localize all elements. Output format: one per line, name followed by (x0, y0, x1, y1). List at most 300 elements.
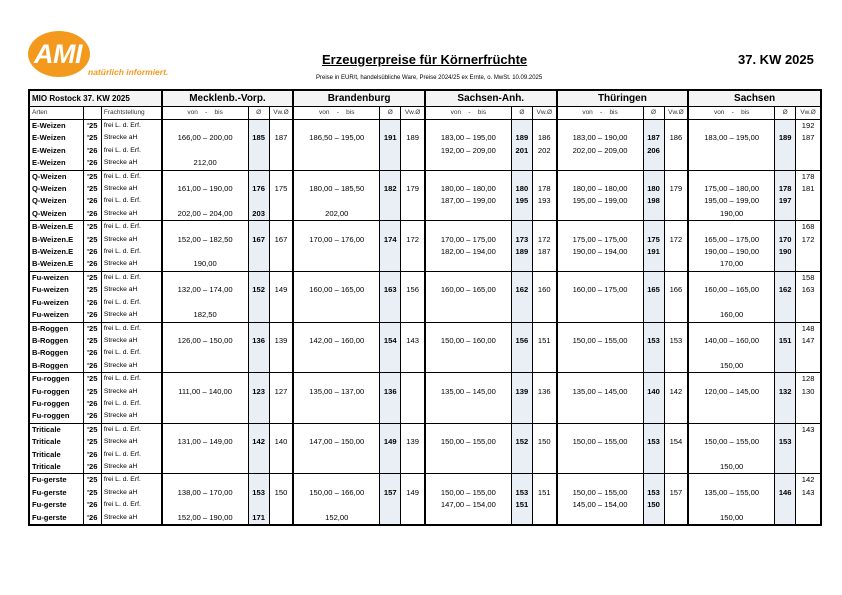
avg-cell (643, 423, 664, 436)
range-cell: 183,00 – 195,00 (688, 132, 774, 144)
range-cell: 175,00 – 175,00 (557, 234, 643, 246)
year-cell: '26 (83, 449, 101, 461)
range-cell: 150,00 (688, 360, 774, 373)
range-cell (425, 120, 511, 133)
range-cell (293, 398, 379, 410)
prev-avg-cell: 139 (269, 335, 293, 347)
range-cell: 150,00 – 155,00 (688, 436, 774, 448)
year-cell: '26 (83, 347, 101, 359)
table-row (29, 322, 821, 335)
year-cell: '26 (83, 258, 101, 271)
avg-cell (248, 271, 269, 284)
range-cell: 190,00 (688, 208, 774, 221)
range-cell (162, 271, 248, 284)
range-cell (425, 410, 511, 423)
range-cell: 135,00 – 145,00 (557, 386, 643, 398)
prev-avg-cell (401, 309, 425, 322)
prev-avg-cell (401, 208, 425, 221)
price-table (28, 89, 822, 526)
subtitle: Preise in EUR/t, handelsübliche Ware, Preise 2024/25 ex Ernte, o. MwSt. 10.09.2025 (316, 75, 543, 81)
prev-avg-cell (796, 449, 821, 461)
art-cell: B-Weizen.E (29, 258, 83, 271)
range-cell: 180,00 – 180,00 (425, 183, 511, 195)
range-cell (162, 410, 248, 423)
range-cell: 202,00 – 209,00 (557, 145, 643, 157)
avg-cell (511, 258, 532, 271)
avg-cell (643, 170, 664, 183)
avg-cell (643, 258, 664, 271)
prev-avg-cell (269, 221, 293, 234)
prev-avg-cell (664, 258, 688, 271)
prev-avg-cell (532, 309, 556, 322)
range-cell (162, 170, 248, 183)
avg-cell (380, 373, 401, 386)
avg-cell: 157 (380, 487, 401, 499)
range-cell: 135,00 – 155,00 (688, 487, 774, 499)
range-cell (557, 297, 643, 309)
logo-slogan: natürlich informiert. (88, 67, 169, 77)
table-row (29, 297, 821, 309)
prev-avg-cell: 181 (796, 183, 821, 195)
prev-avg-cell (532, 297, 556, 309)
col-prev: Vw.Ø (532, 107, 556, 120)
range-cell: 175,00 – 180,00 (688, 183, 774, 195)
fracht-cell: Strecke aH (101, 258, 161, 271)
avg-cell: 153 (643, 487, 664, 499)
table-row (29, 436, 821, 448)
range-cell (425, 208, 511, 221)
year-cell: '26 (83, 208, 101, 221)
prev-avg-cell (532, 410, 556, 423)
fracht-cell: Strecke aH (101, 410, 161, 423)
prev-avg-cell (532, 398, 556, 410)
prev-avg-cell: 163 (796, 284, 821, 296)
prev-avg-cell: 142 (796, 474, 821, 487)
table-row (29, 423, 821, 436)
range-cell (293, 221, 379, 234)
art-cell: Triticale (29, 461, 83, 474)
prev-avg-cell (269, 145, 293, 157)
range-cell: 161,00 – 190,00 (162, 183, 248, 195)
avg-cell (511, 398, 532, 410)
range-cell (557, 271, 643, 284)
art-cell: Triticale (29, 436, 83, 448)
prev-avg-cell (401, 347, 425, 359)
avg-cell (511, 322, 532, 335)
avg-cell (248, 170, 269, 183)
range-cell: 192,00 – 209,00 (425, 145, 511, 157)
prev-avg-cell (269, 410, 293, 423)
range-cell (162, 360, 248, 373)
year-cell: '25 (83, 132, 101, 144)
prev-avg-cell (796, 410, 821, 423)
prev-avg-cell (664, 157, 688, 170)
prev-avg-cell (532, 373, 556, 386)
art-cell: B-Weizen.E (29, 221, 83, 234)
prev-avg-cell (532, 512, 556, 525)
prev-avg-cell: 154 (664, 436, 688, 448)
region-header: Thüringen (557, 90, 689, 107)
avg-cell (511, 170, 532, 183)
fracht-cell: frei L. d. Erf. (101, 297, 161, 309)
range-cell (293, 145, 379, 157)
year-cell: '26 (83, 195, 101, 207)
prev-avg-cell (796, 347, 821, 359)
avg-cell: 182 (380, 183, 401, 195)
range-cell (557, 258, 643, 271)
table-row (29, 234, 821, 246)
art-cell: Fu-weizen (29, 271, 83, 284)
avg-cell (248, 309, 269, 322)
prev-avg-cell: 127 (269, 386, 293, 398)
fracht-cell: frei L. d. Erf. (101, 195, 161, 207)
prev-avg-cell: 149 (401, 487, 425, 499)
range-cell: 160,00 – 175,00 (557, 284, 643, 296)
range-cell (293, 195, 379, 207)
prev-avg-cell: 189 (401, 132, 425, 144)
avg-cell: 187 (643, 132, 664, 144)
avg-cell: 149 (380, 436, 401, 448)
prev-avg-cell: 143 (796, 487, 821, 499)
prev-avg-cell (269, 360, 293, 373)
prev-avg-cell (796, 208, 821, 221)
prev-avg-cell (532, 449, 556, 461)
avg-cell (775, 499, 796, 511)
avg-cell: 191 (380, 132, 401, 144)
avg-cell: 191 (643, 246, 664, 258)
prev-avg-cell (796, 499, 821, 511)
prev-avg-cell (532, 271, 556, 284)
range-cell: 190,00 – 190,00 (688, 246, 774, 258)
avg-cell: 153 (643, 335, 664, 347)
prev-avg-cell: 142 (664, 386, 688, 398)
avg-cell (248, 246, 269, 258)
range-cell (557, 512, 643, 525)
avg-cell: 198 (643, 195, 664, 207)
prev-avg-cell (796, 436, 821, 448)
prev-avg-cell: 175 (269, 183, 293, 195)
col-avg: Ø (511, 107, 532, 120)
avg-cell (380, 157, 401, 170)
range-cell (425, 423, 511, 436)
prev-avg-cell: 150 (269, 487, 293, 499)
year-cell: '25 (83, 183, 101, 195)
range-cell (557, 347, 643, 359)
avg-cell (380, 145, 401, 157)
avg-cell (248, 221, 269, 234)
avg-cell (775, 360, 796, 373)
prev-avg-cell (269, 309, 293, 322)
avg-cell: 170 (775, 234, 796, 246)
prev-avg-cell: 187 (532, 246, 556, 258)
avg-cell (511, 360, 532, 373)
col-prev: Vw.Ø (796, 107, 821, 120)
art-cell: E-Weizen (29, 157, 83, 170)
art-cell: E-Weizen (29, 132, 83, 144)
range-cell (162, 297, 248, 309)
range-cell (425, 258, 511, 271)
avg-cell: 175 (643, 234, 664, 246)
range-cell: 182,00 – 194,00 (425, 246, 511, 258)
avg-cell (775, 512, 796, 525)
avg-cell: 174 (380, 234, 401, 246)
table-row (29, 132, 821, 144)
table-row (29, 208, 821, 221)
avg-cell (775, 322, 796, 335)
avg-cell (775, 297, 796, 309)
avg-cell: 132 (775, 386, 796, 398)
prev-avg-cell: 178 (796, 170, 821, 183)
prev-avg-cell (401, 512, 425, 525)
range-cell (557, 208, 643, 221)
range-cell (425, 157, 511, 170)
table-row (29, 335, 821, 347)
prev-avg-cell: 136 (532, 386, 556, 398)
prev-avg-cell (401, 360, 425, 373)
range-cell (688, 322, 774, 335)
range-cell (293, 271, 379, 284)
avg-cell (643, 322, 664, 335)
table-row (29, 373, 821, 386)
prev-avg-cell (664, 499, 688, 511)
avg-cell (248, 157, 269, 170)
prev-avg-cell (532, 157, 556, 170)
prev-avg-cell: 143 (796, 423, 821, 436)
prev-avg-cell (664, 449, 688, 461)
range-cell (557, 410, 643, 423)
prev-avg-cell (532, 423, 556, 436)
avg-cell: 203 (248, 208, 269, 221)
range-cell: 150,00 – 155,00 (557, 487, 643, 499)
fracht-cell: frei L. d. Erf. (101, 373, 161, 386)
avg-cell (643, 271, 664, 284)
art-cell: B-Roggen (29, 360, 83, 373)
art-cell: B-Roggen (29, 347, 83, 359)
year-cell: '25 (83, 170, 101, 183)
art-cell: Fu-gerste (29, 499, 83, 511)
prev-avg-cell (401, 322, 425, 335)
prev-avg-cell (532, 322, 556, 335)
prev-avg-cell (269, 347, 293, 359)
range-cell: 186,50 – 195,00 (293, 132, 379, 144)
prev-avg-cell (401, 195, 425, 207)
prev-avg-cell (269, 461, 293, 474)
range-cell: 152,00 – 190,00 (162, 512, 248, 525)
avg-cell: 150 (643, 499, 664, 511)
art-cell: E-Weizen (29, 120, 83, 133)
avg-cell (380, 297, 401, 309)
art-cell: Triticale (29, 449, 83, 461)
prev-avg-cell (401, 297, 425, 309)
col-prev: Vw.Ø (664, 107, 688, 120)
avg-cell (511, 461, 532, 474)
year-cell: '26 (83, 398, 101, 410)
avg-cell (775, 145, 796, 157)
avg-cell (248, 499, 269, 511)
year-cell: '25 (83, 284, 101, 296)
avg-cell (643, 512, 664, 525)
avg-cell: 162 (775, 284, 796, 296)
avg-cell (643, 297, 664, 309)
prev-avg-cell: 148 (796, 322, 821, 335)
prev-avg-cell (532, 120, 556, 133)
ami-logo (28, 31, 168, 81)
art-cell: Q-Weizen (29, 170, 83, 183)
avg-cell (775, 157, 796, 170)
prev-avg-cell (269, 474, 293, 487)
range-cell: 160,00 – 165,00 (425, 284, 511, 296)
prev-avg-cell (269, 258, 293, 271)
range-cell: 202,00 – 204,00 (162, 208, 248, 221)
avg-cell: 206 (643, 145, 664, 157)
avg-cell: 163 (380, 284, 401, 296)
year-cell: '26 (83, 297, 101, 309)
avg-cell: 153 (775, 436, 796, 448)
range-cell (557, 322, 643, 335)
prev-avg-cell (401, 449, 425, 461)
avg-cell (380, 360, 401, 373)
prev-avg-cell (401, 423, 425, 436)
prev-avg-cell: 187 (796, 132, 821, 144)
avg-cell (643, 449, 664, 461)
range-cell: 140,00 – 160,00 (688, 335, 774, 347)
fracht-cell: Strecke aH (101, 335, 161, 347)
avg-cell (775, 120, 796, 133)
range-cell (293, 449, 379, 461)
prev-avg-cell (796, 195, 821, 207)
range-cell (293, 246, 379, 258)
avg-cell: 190 (775, 246, 796, 258)
range-cell (425, 170, 511, 183)
avg-cell: 176 (248, 183, 269, 195)
avg-cell (775, 474, 796, 487)
prev-avg-cell (401, 221, 425, 234)
prev-avg-cell: 128 (796, 373, 821, 386)
avg-cell: 162 (511, 284, 532, 296)
range-cell: 132,00 – 174,00 (162, 284, 248, 296)
range-cell: 190,00 – 194,00 (557, 246, 643, 258)
year-cell: '25 (83, 386, 101, 398)
prev-avg-cell (269, 423, 293, 436)
range-cell (425, 512, 511, 525)
range-cell (293, 258, 379, 271)
prev-avg-cell (401, 461, 425, 474)
avg-cell: 153 (248, 487, 269, 499)
avg-cell: 136 (248, 335, 269, 347)
year-cell: '26 (83, 246, 101, 258)
prev-avg-cell: 150 (532, 436, 556, 448)
range-cell (557, 221, 643, 234)
prev-avg-cell: 168 (796, 221, 821, 234)
avg-cell (248, 461, 269, 474)
avg-cell (248, 410, 269, 423)
prev-avg-cell (269, 373, 293, 386)
col-year (83, 107, 101, 120)
range-cell (162, 322, 248, 335)
avg-cell (380, 423, 401, 436)
avg-cell (380, 512, 401, 525)
range-cell: 135,00 – 137,00 (293, 386, 379, 398)
art-cell: Fu-roggen (29, 398, 83, 410)
avg-cell: 136 (380, 386, 401, 398)
range-cell (425, 297, 511, 309)
prev-avg-cell: 186 (664, 132, 688, 144)
prev-avg-cell: 202 (532, 145, 556, 157)
art-cell: E-Weizen (29, 145, 83, 157)
range-cell (688, 474, 774, 487)
prev-avg-cell: 178 (532, 183, 556, 195)
prev-avg-cell (269, 499, 293, 511)
art-cell: Fu-gerste (29, 512, 83, 525)
fracht-cell: Strecke aH (101, 234, 161, 246)
prev-avg-cell (664, 347, 688, 359)
range-cell: 120,00 – 145,00 (688, 386, 774, 398)
col-avg: Ø (380, 107, 401, 120)
fracht-cell: frei L. d. Erf. (101, 246, 161, 258)
avg-cell (380, 120, 401, 133)
avg-cell: 151 (775, 335, 796, 347)
avg-cell: 139 (511, 386, 532, 398)
avg-cell (775, 309, 796, 322)
fracht-cell: frei L. d. Erf. (101, 271, 161, 284)
range-cell (425, 309, 511, 322)
range-cell: 202,00 (293, 208, 379, 221)
fracht-cell: frei L. d. Erf. (101, 499, 161, 511)
avg-cell (643, 221, 664, 234)
range-cell: 111,00 – 140,00 (162, 386, 248, 398)
avg-cell (775, 258, 796, 271)
range-cell: 152,00 – 182,50 (162, 234, 248, 246)
table-row (29, 449, 821, 461)
prev-avg-cell (269, 271, 293, 284)
col-range: von - bis (557, 107, 643, 120)
range-cell: 166,00 – 200,00 (162, 132, 248, 144)
fracht-cell: frei L. d. Erf. (101, 170, 161, 183)
prev-avg-cell: 160 (532, 284, 556, 296)
year-cell: '25 (83, 474, 101, 487)
fracht-cell: Strecke aH (101, 309, 161, 322)
avg-cell: 197 (775, 195, 796, 207)
avg-cell (380, 499, 401, 511)
avg-cell (248, 145, 269, 157)
avg-cell (511, 309, 532, 322)
art-cell: Fu-weizen (29, 297, 83, 309)
prev-avg-cell (401, 170, 425, 183)
table-row (29, 487, 821, 499)
col-prev: Vw.Ø (269, 107, 293, 120)
avg-cell (511, 157, 532, 170)
prev-avg-cell (532, 499, 556, 511)
year-cell: '25 (83, 322, 101, 335)
avg-cell (248, 258, 269, 271)
prev-avg-cell (664, 309, 688, 322)
range-cell: 160,00 – 165,00 (688, 284, 774, 296)
year-cell: '26 (83, 309, 101, 322)
table-row (29, 474, 821, 487)
avg-cell (248, 195, 269, 207)
prev-avg-cell (532, 208, 556, 221)
fracht-cell: frei L. d. Erf. (101, 423, 161, 436)
range-cell (293, 309, 379, 322)
art-cell: B-Roggen (29, 335, 83, 347)
prev-avg-cell (269, 512, 293, 525)
range-cell: 190,00 (162, 258, 248, 271)
col-prev: Vw.Ø (401, 107, 425, 120)
range-cell: 147,00 – 154,00 (425, 499, 511, 511)
table-row (29, 271, 821, 284)
fracht-cell: frei L. d. Erf. (101, 221, 161, 234)
page-title: Erzeugerpreise für Körnerfrüchte (322, 52, 528, 67)
